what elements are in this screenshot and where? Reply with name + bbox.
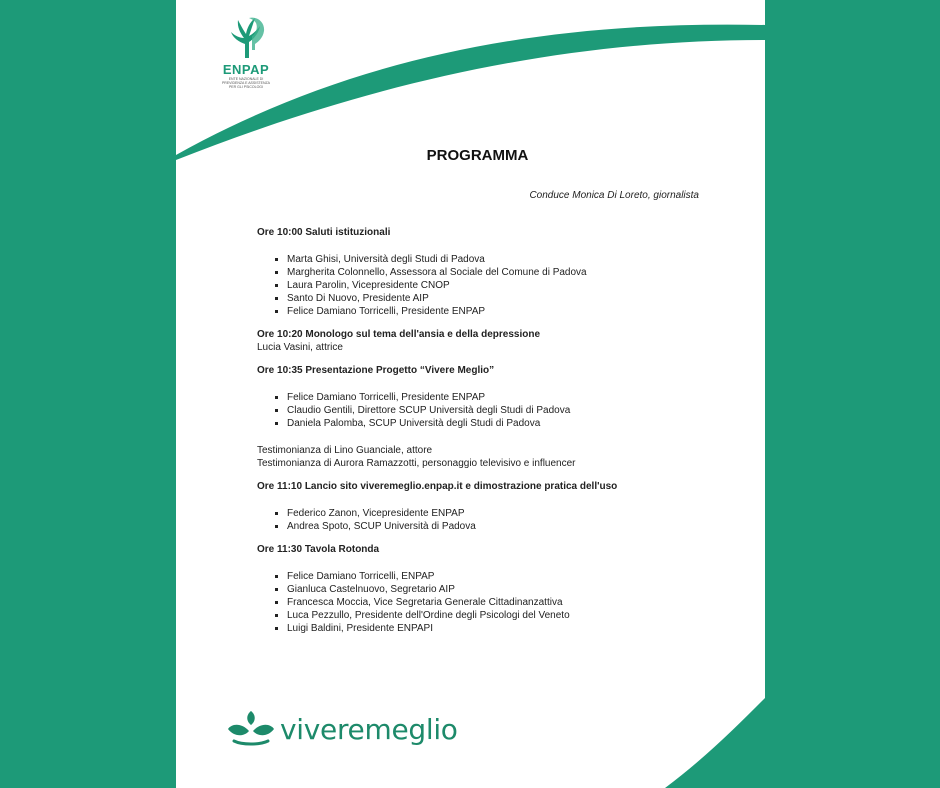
org-name: ENPAP [222, 62, 270, 77]
list-item: Felice Damiano Torricelli, Presidente ENPAP [287, 305, 737, 318]
section-title: Ore 10:20 Monologo sul tema dell'ansia e della depressione [257, 329, 541, 340]
list-item: Laura Parolin, Vicepresidente CNOP [287, 279, 737, 292]
viveremeglio-logo [228, 708, 458, 750]
list-item: Daniela Palomba, SCUP Università degli Studi di Padova [287, 417, 737, 430]
list-item: Federico Zanon, Vicepresidente ENPAP [287, 507, 737, 520]
section-title: Ore 11:30 Tavola Rotonda [257, 544, 380, 555]
tree-head-icon [225, 14, 267, 60]
section-title: Ore 10:00 Saluti istituzionali [257, 227, 391, 238]
brand-name: viveremeglio [280, 712, 458, 746]
performer-note: Lucia Vasini, attrice [257, 342, 343, 353]
program-list [257, 226, 737, 635]
leaf-sprout-icon [228, 711, 274, 747]
section-title: Ore 11:10 Lancio sito viveremeglio.enpap.it e dimostrazione pratica dell'uso [257, 481, 618, 492]
speaker-list [257, 253, 737, 318]
list-item: Felice Damiano Torricelli, ENPAP [287, 570, 737, 583]
testimonial-line: Testimonianza di Lino Guanciale, attore [257, 445, 433, 456]
speaker-list [257, 391, 737, 430]
list-item: Andrea Spoto, SCUP Università di Padova [287, 520, 737, 533]
speaker-list [257, 507, 737, 533]
list-item: Margherita Colonnello, Assessora al Sociale del Comune di Padova [287, 266, 737, 279]
moderator-line: Conduce Monica Di Loreto, giornalista [529, 190, 699, 201]
list-item: Claudio Gentili, Direttore SCUP Università degli Studi di Padova [287, 404, 737, 417]
org-subtitle: ENTE NAZIONALE DI PREVIDENZA E ASSISTENZA PER GLI PSICOLOGI [221, 77, 271, 89]
list-item: Marta Ghisi, Università degli Studi di Padova [287, 253, 737, 266]
green-swoosh-bottom [605, 698, 765, 788]
section-title: Ore 10:35 Presentazione Progetto “Vivere Meglio” [257, 365, 495, 376]
list-item: Santo Di Nuovo, Presidente AIP [287, 292, 737, 305]
document-page [176, 0, 765, 788]
list-item: Felice Damiano Torricelli, Presidente ENPAP [287, 391, 737, 404]
testimonial-line: Testimonianza di Aurora Ramazzotti, personaggio televisivo e influencer [257, 458, 576, 469]
list-item: Luigi Baldini, Presidente ENPAPI [287, 622, 737, 635]
speaker-list [257, 570, 737, 635]
page-title: PROGRAMMA [426, 147, 529, 164]
list-item: Francesca Moccia, Vice Segretaria Generale Cittadinanzattiva [287, 596, 737, 609]
list-item: Gianluca Castelnuovo, Segretario AIP [287, 583, 737, 596]
list-item: Luca Pezzullo, Presidente dell'Ordine degli Psicologi del Veneto [287, 609, 737, 622]
enpap-logo [218, 14, 274, 94]
